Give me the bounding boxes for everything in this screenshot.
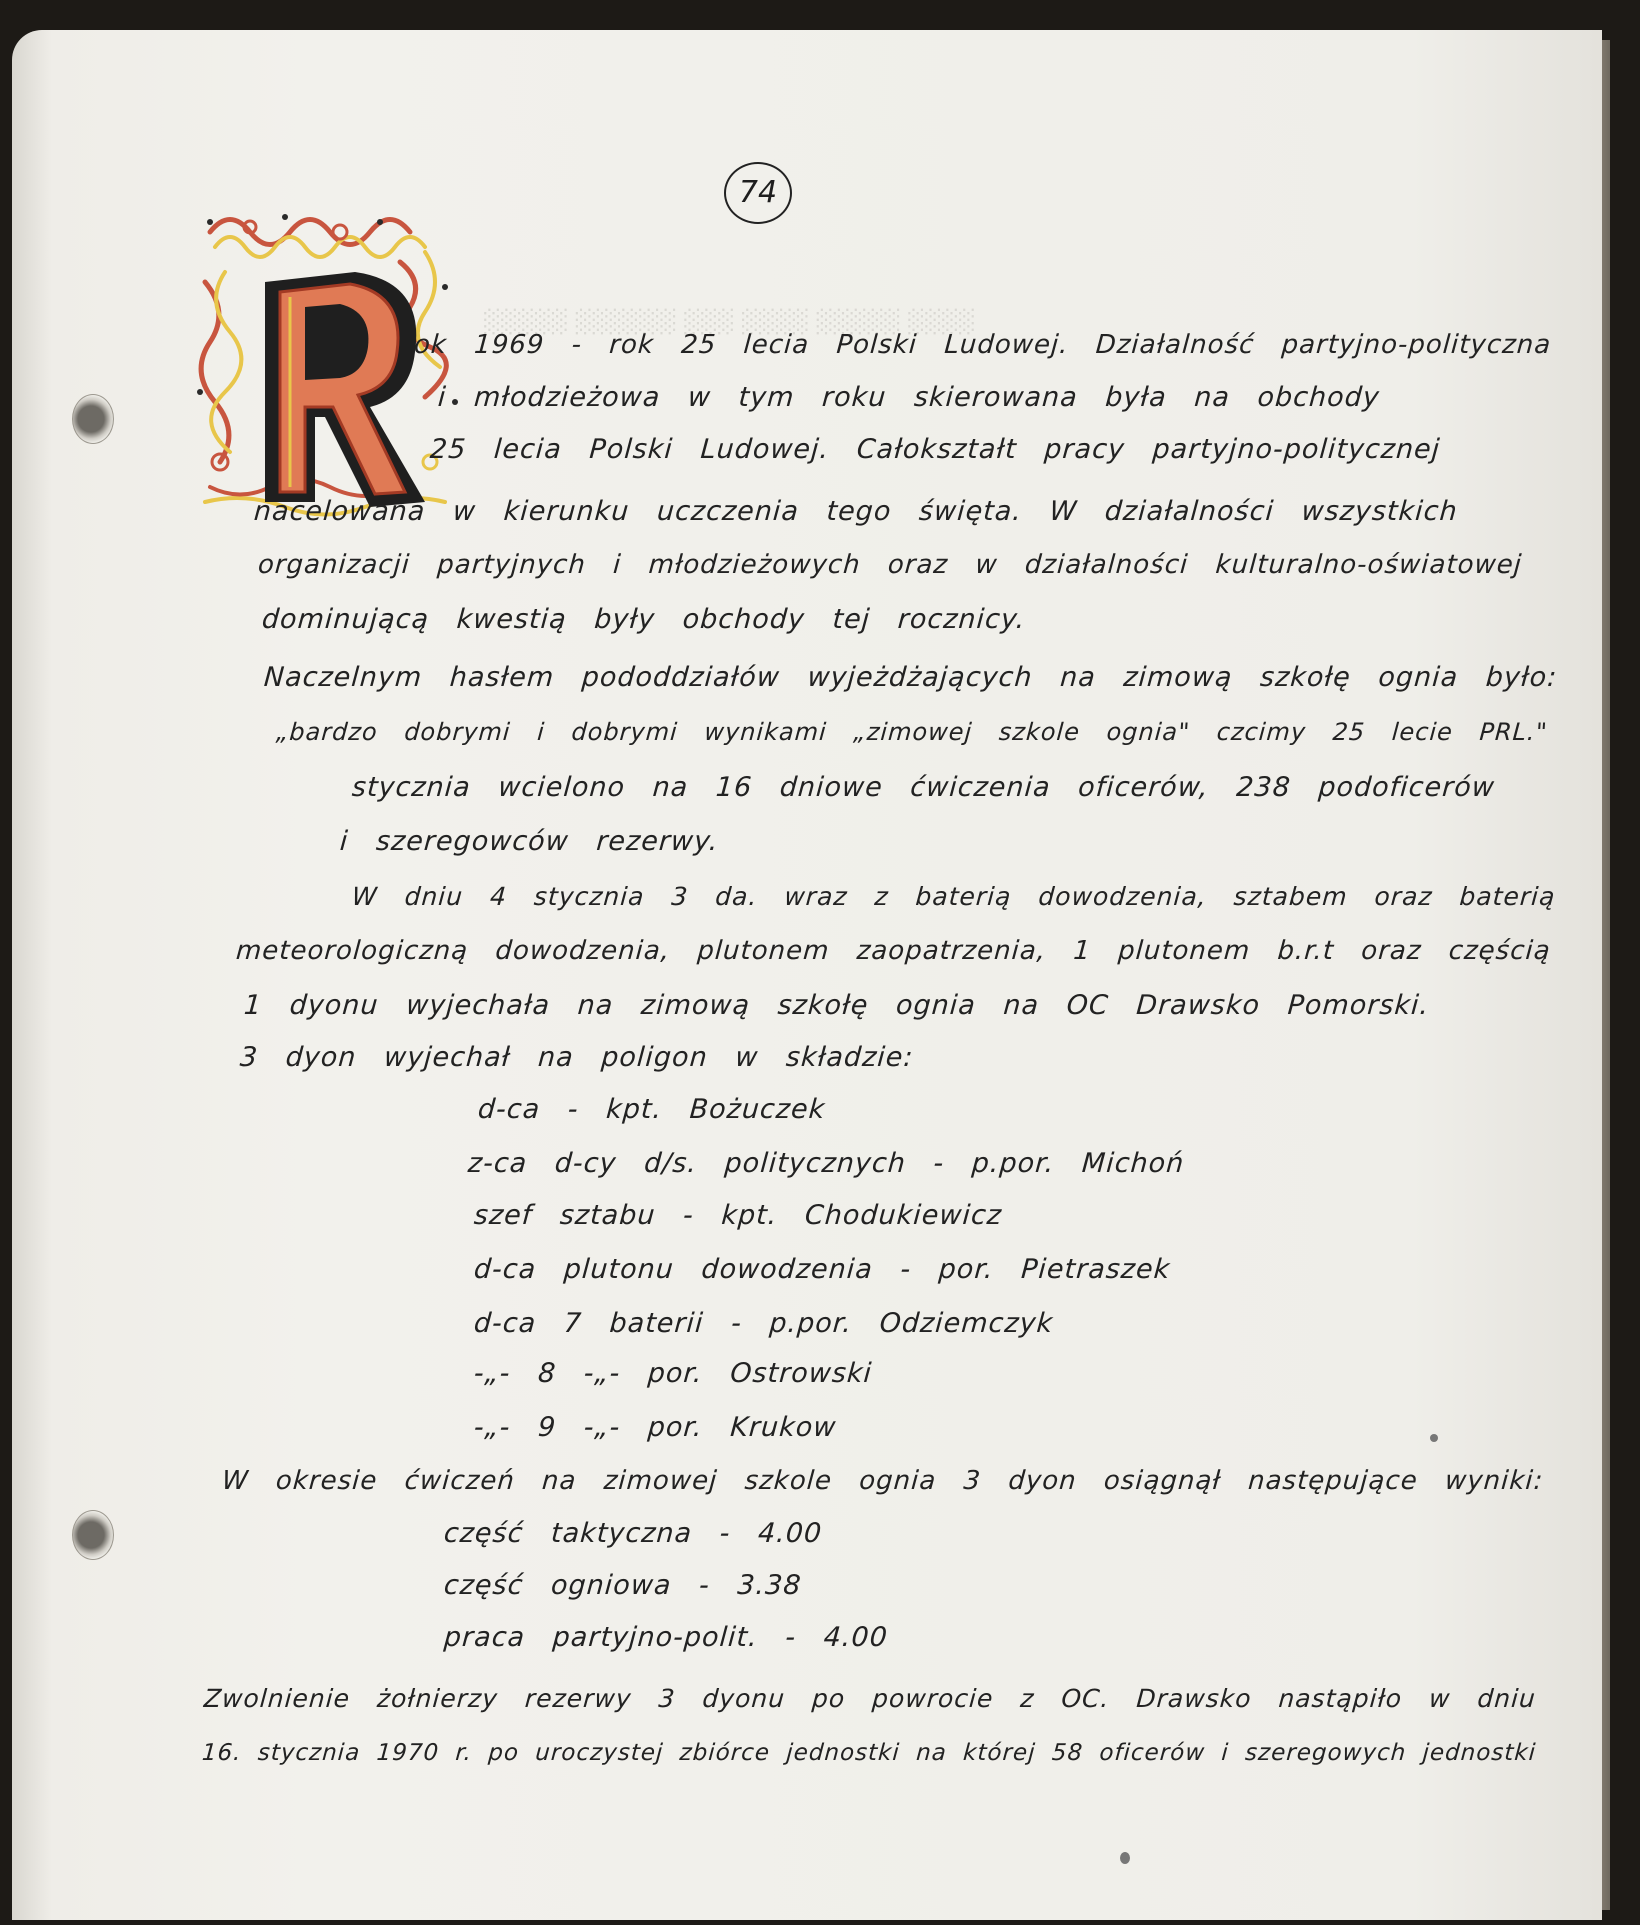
text-line: W dniu 4 stycznia 3 da. wraz z baterią dowodzenia, sztabem oraz baterią bbox=[350, 882, 1557, 911]
text-line: stycznia wcielono na 16 dniowe ćwiczenia oficerów, 238 podoficerów bbox=[350, 772, 1497, 803]
text-line: i szeregowców rezerwy. bbox=[338, 826, 720, 857]
text-line: szef sztabu - kpt. Chodukiewicz bbox=[472, 1200, 1004, 1231]
text-line: meteorologiczną dowodzenia, plutonem zaopatrzenia, 1 plutonem b.r.t oraz częścią bbox=[234, 936, 1552, 966]
text-line: Zwolnienie żołnierzy rezerwy 3 dyonu po powrocie z OC. Drawsko nastąpiło w dniu bbox=[202, 1684, 1538, 1713]
text-line: część ogniowa - 3.38 bbox=[442, 1570, 803, 1601]
text-line: i młodzieżowa w tym roku skierowana była na obchody bbox=[436, 382, 1381, 413]
text-line: Naczelnym hasłem pododdziałów wyjeżdżających na zimową szkołę ognia było: bbox=[262, 662, 1559, 693]
binder-hole bbox=[72, 394, 114, 444]
illuminated-initial bbox=[190, 202, 480, 522]
document-page bbox=[12, 30, 1602, 1920]
text-line: d-ca plutonu dowodzenia - por. Pietraszek bbox=[472, 1254, 1172, 1285]
binder-hole bbox=[72, 1510, 114, 1560]
text-line: praca partyjno-polit. - 4.00 bbox=[442, 1622, 889, 1653]
text-line: 1 dyonu wyjechała na zimową szkołę ognia na OC Drawsko Pomorski. bbox=[242, 990, 1431, 1021]
text-line: d-ca - kpt. Bożuczek bbox=[476, 1094, 827, 1125]
text-line: 25 lecia Polski Ludowej. Całokształt pracy partyjno-politycznej bbox=[428, 434, 1442, 465]
text-line: organizacji partyjnych i młodzieżowych oraz w działalności kulturalno-oświatowej bbox=[256, 550, 1524, 580]
page-number: 74 bbox=[724, 162, 792, 224]
text-line: ok 1969 - rok 25 lecia Polski Ludowej. Działalność partyjno-polityczna bbox=[412, 330, 1553, 360]
text-line: część taktyczna - 4.00 bbox=[442, 1518, 824, 1549]
text-line: „bardzo dobrymi i dobrymi wynikami „zimowej szkole ognia" czcimy 25 lecie PRL." bbox=[275, 718, 1549, 746]
text-line: d-ca 7 baterii - p.por. Odziemczyk bbox=[472, 1308, 1055, 1339]
text-line: 16. stycznia 1970 r. po uroczystej zbiórce jednostki na której 58 oficerów i szeregowych jednostki bbox=[201, 1740, 1538, 1766]
text-line: dominującą kwestią były obchody tej rocznicy. bbox=[260, 604, 1027, 635]
ink-spot bbox=[1120, 1852, 1130, 1864]
text-line: W okresie ćwiczeń na zimowej szkole ognia 3 dyon osiągnął następujące wyniki: bbox=[220, 1466, 1545, 1496]
bleed-through-text: ░░░░ ░░░░░ ░░░░ ░░░ ░░░░░░ ░░░░░ bbox=[482, 310, 974, 335]
text-line: -„- 9 -„- por. Krukow bbox=[472, 1412, 838, 1443]
ink-spot bbox=[1430, 1434, 1438, 1442]
text-line: z-ca d-cy d/s. politycznych - p.por. Michoń bbox=[466, 1148, 1186, 1179]
text-line: 3 dyon wyjechał na poligon w składzie: bbox=[238, 1042, 915, 1073]
text-line: nacelowana w kierunku uczczenia tego święta. W działalności wszystkich bbox=[252, 496, 1459, 527]
text-line: -„- 8 -„- por. Ostrowski bbox=[472, 1358, 874, 1389]
